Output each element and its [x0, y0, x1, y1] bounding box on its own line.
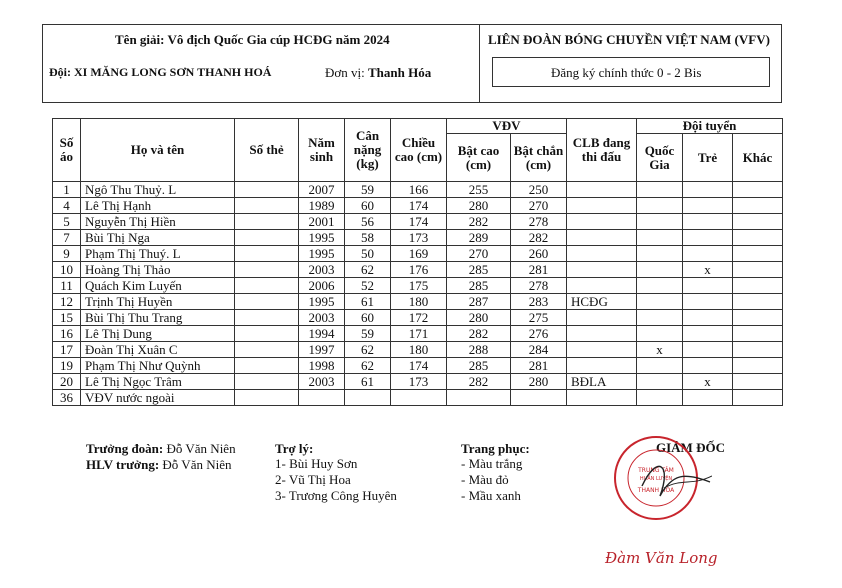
cell-year: 1995 [299, 246, 345, 262]
cell-block: 276 [511, 326, 567, 342]
cell-other [733, 246, 783, 262]
cell-name: Ngô Thu Thuỷ. L [81, 182, 235, 198]
cell-year: 1997 [299, 342, 345, 358]
cell-weight: 60 [345, 310, 391, 326]
cell-height: 174 [391, 198, 447, 214]
cell-national [637, 358, 683, 374]
cell-club: BĐLA [567, 374, 637, 390]
assistant-1: 1- Bùi Huy Sơn [275, 456, 358, 471]
cell-spike: 270 [447, 246, 511, 262]
cell-weight: 59 [345, 326, 391, 342]
registration-status: Đăng ký chính thức 0 - 2 Bis [551, 65, 702, 80]
cell-club [567, 358, 637, 374]
cell-club [567, 310, 637, 326]
cell-card [235, 358, 299, 374]
cell-weight: 61 [345, 294, 391, 310]
uniform-3: - Mầu xanh [461, 488, 521, 503]
table-row [53, 214, 783, 230]
team-manager [86, 441, 236, 457]
cell-spike: 285 [447, 358, 511, 374]
cell-national [637, 246, 683, 262]
cell-youth [683, 310, 733, 326]
table-row [53, 198, 783, 214]
tournament-name: Tên giải: Vô địch Quốc Gia cúp HCĐG năm 2024 [115, 32, 390, 47]
cell-national [637, 214, 683, 230]
table-row [53, 182, 783, 198]
cell-height [391, 390, 447, 406]
cell-national [637, 182, 683, 198]
cell-year: 2007 [299, 182, 345, 198]
cell-card [235, 278, 299, 294]
cell-national [637, 230, 683, 246]
manager-label: Trưởng đoàn: [86, 441, 167, 456]
col-header-name: Họ và tên [81, 119, 235, 182]
col-header-national: Quốc Gia [637, 134, 683, 182]
cell-youth [683, 294, 733, 310]
cell-weight: 60 [345, 198, 391, 214]
cell-block [511, 390, 567, 406]
table-row [53, 358, 783, 374]
cell-national [637, 310, 683, 326]
cell-club [567, 182, 637, 198]
cell-other [733, 358, 783, 374]
cell-youth [683, 214, 733, 230]
uniform-2: - Màu đỏ [461, 472, 509, 487]
cell-name: Bùi Thị Thu Trang [81, 310, 235, 326]
cell-name: Lê Thị Hạnh [81, 198, 235, 214]
assistant-2: 2- Vũ Thị Hoa [275, 472, 351, 487]
col-header-block: Bật chắn (cm) [511, 134, 567, 182]
cell-card [235, 198, 299, 214]
col-header-vdv: VĐV [447, 119, 567, 134]
cell-other [733, 198, 783, 214]
cell-youth [683, 326, 733, 342]
cell-block: 281 [511, 262, 567, 278]
cell-club [567, 342, 637, 358]
cell-no: 36 [53, 390, 81, 406]
cell-block: 270 [511, 198, 567, 214]
cell-club [567, 198, 637, 214]
cell-name: Đoàn Thị Xuân C [81, 342, 235, 358]
cell-name: Nguyễn Thị Hiền [81, 214, 235, 230]
cell-youth [683, 342, 733, 358]
cell-spike: 285 [447, 262, 511, 278]
col-header-no: Số áo [53, 119, 81, 182]
cell-no: 7 [53, 230, 81, 246]
table-row [53, 390, 783, 406]
cell-no: 17 [53, 342, 81, 358]
cell-card [235, 262, 299, 278]
cell-other [733, 342, 783, 358]
cell-card [235, 182, 299, 198]
cell-spike [447, 390, 511, 406]
cell-no: 12 [53, 294, 81, 310]
cell-no: 11 [53, 278, 81, 294]
col-header-card: Số thẻ [235, 119, 299, 182]
cell-youth [683, 246, 733, 262]
cell-card [235, 230, 299, 246]
cell-youth [683, 198, 733, 214]
cell-year: 1989 [299, 198, 345, 214]
table-row [53, 230, 783, 246]
official-seal-icon [612, 434, 712, 522]
cell-card [235, 294, 299, 310]
cell-youth: x [683, 374, 733, 390]
cell-no: 16 [53, 326, 81, 342]
cell-height: 176 [391, 262, 447, 278]
cell-spike: 282 [447, 326, 511, 342]
federation-name: LIÊN ĐOÀN BÓNG CHUYỀN VIỆT NAM (VFV) [488, 32, 770, 47]
cell-no: 1 [53, 182, 81, 198]
table-row [53, 342, 783, 358]
cell-name: Phạm Thị Như Quỳnh [81, 358, 235, 374]
cell-name: Lê Thị Dung [81, 326, 235, 342]
cell-block: 275 [511, 310, 567, 326]
cell-spike: 255 [447, 182, 511, 198]
coach-label: HLV trưởng: [86, 457, 163, 472]
table-row [53, 278, 783, 294]
table-row [53, 326, 783, 342]
cell-weight: 56 [345, 214, 391, 230]
cell-weight: 50 [345, 246, 391, 262]
cell-card [235, 342, 299, 358]
cell-weight: 52 [345, 278, 391, 294]
cell-height: 173 [391, 374, 447, 390]
cell-height: 180 [391, 342, 447, 358]
unit-value: Thanh Hóa [368, 65, 432, 80]
col-header-other: Khác [733, 134, 783, 182]
cell-club: HCĐG [567, 294, 637, 310]
cell-club [567, 390, 637, 406]
cell-other [733, 390, 783, 406]
cell-no: 4 [53, 198, 81, 214]
cell-block: 278 [511, 278, 567, 294]
cell-other [733, 294, 783, 310]
cell-weight: 59 [345, 182, 391, 198]
cell-spike: 285 [447, 278, 511, 294]
cell-no: 19 [53, 358, 81, 374]
cell-card [235, 374, 299, 390]
cell-club [567, 214, 637, 230]
cell-year: 2003 [299, 374, 345, 390]
cell-block: 281 [511, 358, 567, 374]
cell-other [733, 278, 783, 294]
cell-national: x [637, 342, 683, 358]
cell-youth [683, 390, 733, 406]
cell-other [733, 374, 783, 390]
cell-height: 166 [391, 182, 447, 198]
cell-year: 2006 [299, 278, 345, 294]
cell-block: 284 [511, 342, 567, 358]
cell-name: Trịnh Thị Huyền [81, 294, 235, 310]
cell-youth [683, 358, 733, 374]
cell-national [637, 262, 683, 278]
table-row [53, 262, 783, 278]
cell-year: 2003 [299, 262, 345, 278]
cell-height: 180 [391, 294, 447, 310]
uniform-label: Trang phục: [461, 441, 530, 456]
col-header-year: Năm sinh [299, 119, 345, 182]
cell-weight [345, 390, 391, 406]
cell-height: 169 [391, 246, 447, 262]
svg-text:THANH HÓA: THANH HÓA [637, 487, 675, 494]
cell-card [235, 326, 299, 342]
assistant-3: 3- Trương Công Huyên [275, 488, 397, 503]
table-row [53, 310, 783, 326]
cell-spike: 280 [447, 198, 511, 214]
cell-name: Bùi Thị Nga [81, 230, 235, 246]
cell-name: Lê Thị Ngọc Trâm [81, 374, 235, 390]
col-header-club: CLB đang thi đấu [567, 119, 637, 182]
header-left-panel [42, 24, 480, 103]
col-header-height: Chiều cao (cm) [391, 119, 447, 182]
col-header-youth: Trẻ [683, 134, 733, 182]
signer-name: Đàm Văn Long [605, 549, 718, 567]
cell-name: Hoàng Thị Thảo [81, 262, 235, 278]
cell-other [733, 182, 783, 198]
unit-label: Đơn vị: [325, 65, 368, 80]
assistant-label: Trợ lý: [275, 441, 314, 456]
cell-height: 173 [391, 230, 447, 246]
cell-height: 172 [391, 310, 447, 326]
cell-spike: 289 [447, 230, 511, 246]
cell-year: 1998 [299, 358, 345, 374]
uniform-1: - Màu trắng [461, 456, 523, 471]
cell-no: 5 [53, 214, 81, 230]
head-coach [86, 457, 232, 473]
cell-height: 174 [391, 358, 447, 374]
cell-weight: 58 [345, 230, 391, 246]
cell-club [567, 246, 637, 262]
cell-block: 260 [511, 246, 567, 262]
team-name: Đội: XI MĂNG LONG SƠN THANH HOÁ [49, 65, 272, 79]
registration-box [492, 57, 770, 87]
col-header-spike: Bật cao (cm) [447, 134, 511, 182]
cell-name: Phạm Thị Thuý. L [81, 246, 235, 262]
svg-text:TRUNG TÂM: TRUNG TÂM [638, 467, 674, 474]
cell-block: 250 [511, 182, 567, 198]
cell-height: 171 [391, 326, 447, 342]
cell-club [567, 326, 637, 342]
cell-club [567, 278, 637, 294]
cell-year: 1995 [299, 230, 345, 246]
cell-card [235, 214, 299, 230]
cell-no: 10 [53, 262, 81, 278]
cell-name: Quách Kim Luyến [81, 278, 235, 294]
cell-club [567, 230, 637, 246]
table-row [53, 294, 783, 310]
cell-height: 175 [391, 278, 447, 294]
cell-block: 283 [511, 294, 567, 310]
cell-national [637, 278, 683, 294]
svg-text:HUẤN LUYỆN: HUẤN LUYỆN [639, 476, 673, 482]
roster-body [53, 182, 783, 406]
cell-spike: 282 [447, 374, 511, 390]
cell-card [235, 246, 299, 262]
cell-card [235, 310, 299, 326]
cell-no: 15 [53, 310, 81, 326]
cell-youth [683, 278, 733, 294]
cell-card [235, 390, 299, 406]
cell-block: 278 [511, 214, 567, 230]
cell-other [733, 230, 783, 246]
cell-national [637, 374, 683, 390]
unit [325, 65, 431, 81]
cell-national [637, 390, 683, 406]
director-title: GIÁM ĐỐC [656, 440, 725, 455]
cell-no: 20 [53, 374, 81, 390]
cell-national [637, 294, 683, 310]
cell-youth: x [683, 262, 733, 278]
cell-year: 1995 [299, 294, 345, 310]
cell-youth [683, 182, 733, 198]
cell-spike: 288 [447, 342, 511, 358]
cell-block: 280 [511, 374, 567, 390]
col-header-weight: Cân nặng (kg) [345, 119, 391, 182]
cell-other [733, 310, 783, 326]
col-header-team-group: Đội tuyển [637, 119, 783, 134]
roster-table [52, 118, 783, 406]
cell-weight: 62 [345, 262, 391, 278]
table-row [53, 246, 783, 262]
manager-name: Đỗ Văn Niên [166, 441, 236, 456]
cell-weight: 62 [345, 358, 391, 374]
cell-year: 1994 [299, 326, 345, 342]
cell-year [299, 390, 345, 406]
cell-year: 2003 [299, 310, 345, 326]
table-row [53, 374, 783, 390]
cell-height: 174 [391, 214, 447, 230]
cell-national [637, 198, 683, 214]
cell-weight: 62 [345, 342, 391, 358]
cell-name: VĐV nước ngoài [81, 390, 235, 406]
cell-youth [683, 230, 733, 246]
cell-block: 282 [511, 230, 567, 246]
cell-spike: 287 [447, 294, 511, 310]
cell-weight: 61 [345, 374, 391, 390]
cell-year: 2001 [299, 214, 345, 230]
cell-spike: 282 [447, 214, 511, 230]
cell-national [637, 326, 683, 342]
coach-name: Đỗ Văn Niên [162, 457, 232, 472]
cell-other [733, 326, 783, 342]
cell-club [567, 262, 637, 278]
cell-spike: 280 [447, 310, 511, 326]
cell-no: 9 [53, 246, 81, 262]
cell-other [733, 214, 783, 230]
cell-other [733, 262, 783, 278]
